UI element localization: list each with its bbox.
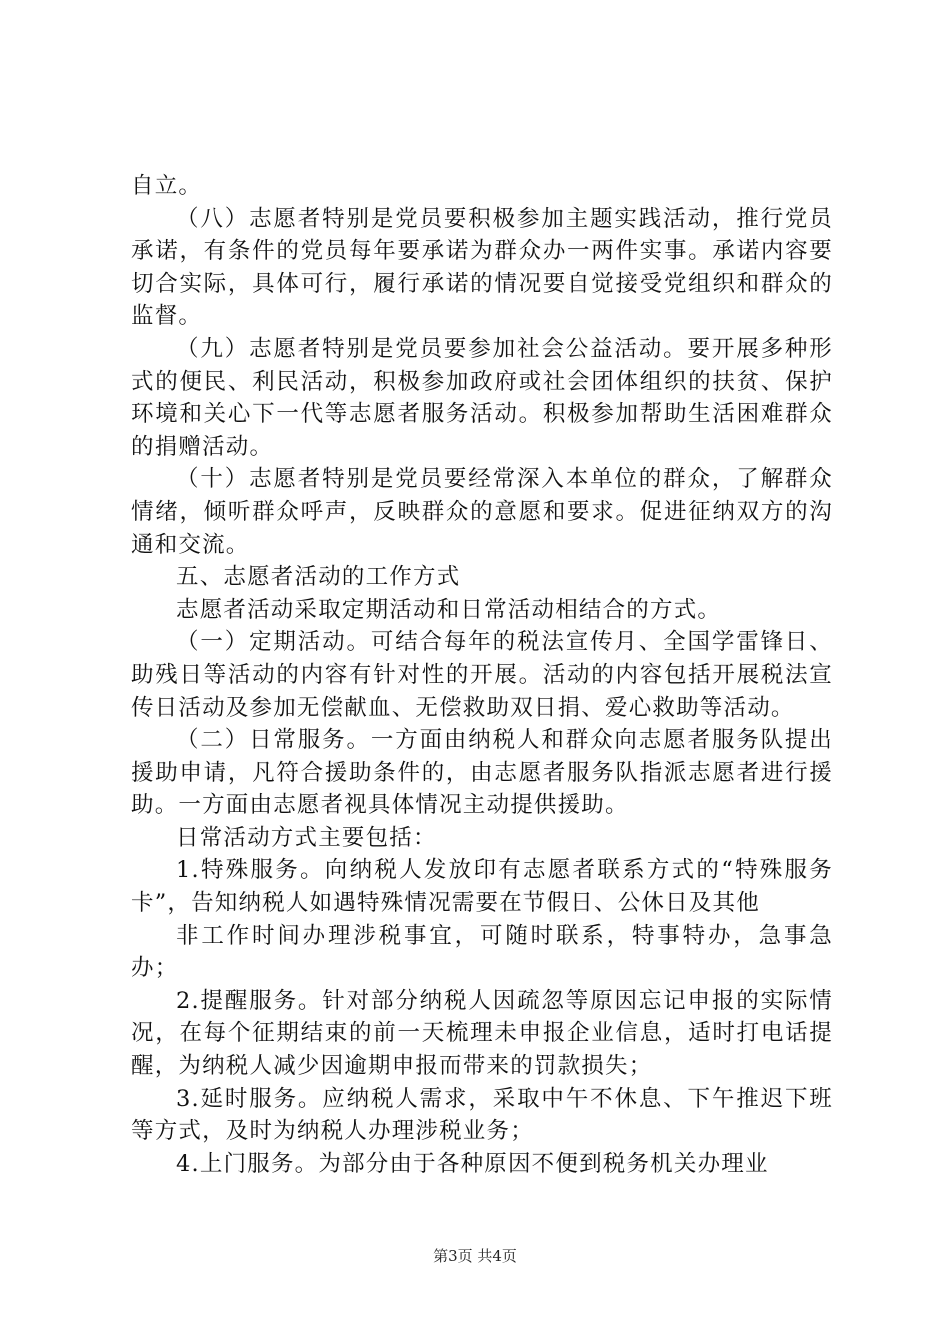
section-heading: 五、志愿者活动的工作方式	[176, 564, 461, 591]
paragraph: 自立。	[131, 173, 203, 199]
paragraph: （八）志愿者特别是党员要积极参加主题实践活动，推行党员承诺，有条件的党员每年要承诺为群众办一两件实事。承诺内容要切合实际，具体可行，履行承诺的情况要自觉接受党组织和群众的监督。	[131, 205, 833, 330]
paragraph: 日常活动方式主要包括：	[176, 824, 437, 851]
list-item: 2.提醒服务。针对部分纳税人因疏忽等原因忘记申报的实际情况，在每个征期结束的前一天梳理未申报企业信息，适时打电话提醒，为纳税人减少因逾期申报而带来的罚款损失；	[131, 987, 833, 1080]
paragraph: 非工作时间办理涉税事宜，可随时联系，特事特办，急事急办；	[131, 922, 833, 982]
document-body	[131, 170, 833, 1180]
paragraph: （十）志愿者特别是党员要经常深入本单位的群众，了解群众情绪，倾听群众呼声，反映群众的意愿和要求。促进征纳双方的沟通和交流。	[131, 466, 833, 558]
page-footer: 第3页 共4页	[433, 1247, 517, 1265]
list-item: 1.特殊服务。向纳税人发放印有志愿者联系方式的“特殊服务卡”，告知纳税人如遇特殊情况需要在节假日、公休日及其他	[131, 857, 833, 917]
paragraph: （一）定期活动。可结合每年的税法宣传月、全国学雷锋日、助残日等活动的内容有针对性的开展。活动的内容包括开展税法宣传日活动及参加无偿献血、无偿救助双日捐、爱心救助等活动。	[131, 629, 833, 721]
list-item: 4.上门服务。为部分由于各种原因不便到税务机关办理业	[176, 1150, 769, 1177]
paragraph: （二）日常服务。一方面由纳税人和群众向志愿者服务队提出援助申请，凡符合援助条件的，由志愿者服务队指派志愿者进行援助。一方面由志愿者视具体情况主动提供援助。	[131, 727, 833, 819]
paragraph: （九）志愿者特别是党员要参加社会公益活动。要开展多种形式的便民、利民活动，积极参加政府或社会团体组织的扶贫、保护环境和关心下一代等志愿者服务活动。积极参加帮助生活困难群众的捐赠活动。	[131, 335, 833, 460]
list-item: 3.延时服务。应纳税人需求，采取中午不休息、下午推迟下班等方式，及时为纳税人办理涉税业务；	[131, 1085, 833, 1145]
paragraph: 志愿者活动采取定期活动和日常活动相结合的方式。	[176, 596, 722, 623]
